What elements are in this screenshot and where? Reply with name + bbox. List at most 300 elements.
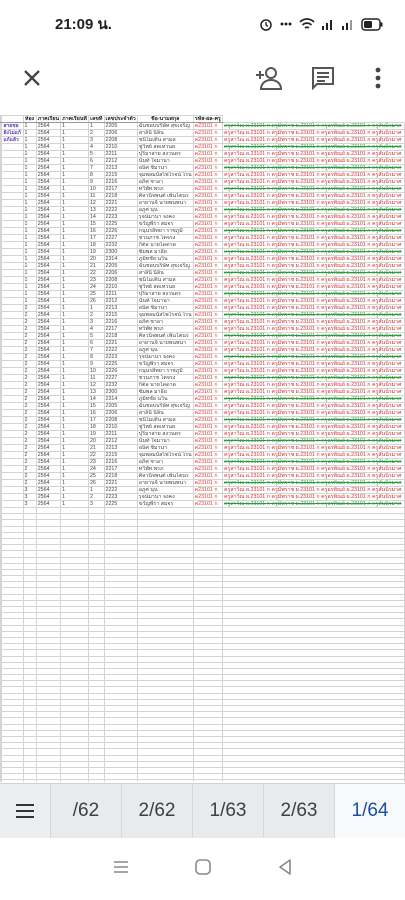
code-cell[interactable]: ค23101 ก — [193, 270, 222, 277]
side-label[interactable] — [2, 165, 23, 172]
number-cell[interactable]: 6 — [88, 158, 104, 165]
side-label[interactable] — [2, 144, 23, 151]
student-id-cell[interactable]: 2216 — [104, 179, 137, 186]
code-cell[interactable]: ค23101 ก — [193, 466, 222, 473]
room-cell[interactable]: 2 — [23, 361, 36, 368]
room-cell[interactable]: 3 — [23, 501, 36, 508]
student-id-cell[interactable]: 2218 — [104, 473, 137, 480]
term-cell[interactable]: 1 — [61, 375, 89, 382]
room-cell[interactable]: 1 — [23, 284, 36, 291]
student-name-cell[interactable]: ฉันชอบบริษัท สุขเจริญ — [137, 263, 193, 270]
student-id-cell[interactable]: 2217 — [104, 326, 137, 333]
number-cell[interactable]: 1 — [88, 305, 104, 312]
code-cell[interactable]: ค23101 ก — [193, 186, 222, 193]
student-name-cell[interactable]: ฉันชอบบริษัท สุขเจริญ — [137, 403, 193, 410]
term-cell[interactable]: 1 — [61, 144, 89, 151]
recent-apps-button[interactable] — [112, 860, 130, 879]
student-id-cell[interactable]: 2213 — [104, 165, 137, 172]
student-name-cell[interactable]: ปุริมาสาย สงวนดร — [137, 151, 193, 158]
code-cell[interactable]: ค23101 ก — [193, 340, 222, 347]
code-cell[interactable]: ค23101 ก — [193, 207, 222, 214]
room-cell[interactable]: 1 — [23, 277, 36, 284]
column-header[interactable]: ห้อง — [24, 116, 35, 122]
student-id-cell[interactable]: 2217 — [104, 466, 137, 473]
year-cell[interactable]: 2564 — [36, 319, 60, 326]
year-cell[interactable]: 2564 — [36, 494, 60, 501]
number-cell[interactable]: 3 — [88, 501, 104, 508]
side-label[interactable] — [2, 452, 23, 459]
code-cell[interactable]: ค23101 ก — [193, 221, 222, 228]
student-name-cell[interactable]: อภูศ นุน — [137, 487, 193, 494]
column-header[interactable]: รหัส-ผล-ครู — [194, 116, 221, 122]
side-label[interactable] — [2, 277, 23, 284]
student-name-cell[interactable]: ชวนภาช โตจรง — [137, 375, 193, 382]
term-cell[interactable]: 1 — [61, 158, 89, 165]
number-cell[interactable]: 17 — [88, 235, 104, 242]
student-id-cell[interactable]: 2208 — [104, 137, 137, 144]
student-name-cell[interactable]: สาลินี นิลิน — [137, 410, 193, 417]
year-cell[interactable]: 2564 — [36, 165, 60, 172]
side-label[interactable] — [2, 263, 23, 270]
year-cell[interactable]: 2564 — [36, 473, 60, 480]
result-cell[interactable]: ครูสาวิณ ผ.23101 ก ครูมีพราช ผ.23101 ก ครูอรทิณย์ ผ.23101 ก ครูสันนิรมาศ — [222, 298, 404, 305]
code-cell[interactable]: ค23101 ก — [193, 284, 222, 291]
number-cell[interactable]: 5 — [88, 151, 104, 158]
side-label[interactable] — [2, 256, 23, 263]
year-cell[interactable]: 2564 — [36, 193, 60, 200]
result-cell[interactable]: ครูสาวิณ ผ.23101 ก ครูมีพราช ผ.23101 ก ครูอรทิณย์ ผ.23101 ก ครูสันนิรมาศ — [222, 424, 404, 431]
student-name-cell[interactable]: นันท์ ใจมานา — [137, 438, 193, 445]
room-cell[interactable]: 2 — [23, 368, 36, 375]
result-cell[interactable]: ครูสาวิณ ผ.23101 ก ครูมีพราช ผ.23101 ก ครูอรทิณย์ ผ.23101 ก ครูสันนิรมาศ — [222, 284, 404, 291]
term-cell[interactable]: 1 — [61, 235, 89, 242]
side-label[interactable] — [2, 291, 23, 298]
grid-cell[interactable] — [2, 116, 23, 123]
number-cell[interactable]: 24 — [88, 466, 104, 473]
number-cell[interactable]: 10 — [88, 368, 104, 375]
term-cell[interactable]: 1 — [61, 186, 89, 193]
student-id-cell[interactable]: 2215 — [104, 312, 137, 319]
grid-cell[interactable] — [222, 780, 404, 782]
term-cell[interactable]: 1 — [61, 417, 89, 424]
year-cell[interactable]: 2564 — [36, 431, 60, 438]
code-cell[interactable]: ค23101 ก — [193, 487, 222, 494]
term-cell[interactable]: 1 — [61, 214, 89, 221]
number-cell[interactable]: 21 — [88, 445, 104, 452]
side-label[interactable] — [2, 179, 23, 186]
student-name-cell[interactable]: ปุริมาสาย สงวนดร — [137, 291, 193, 298]
side-label[interactable] — [2, 438, 23, 445]
code-cell[interactable]: ค23101 ก — [193, 319, 222, 326]
term-cell[interactable]: 1 — [61, 242, 89, 249]
number-cell[interactable]: 15 — [88, 221, 104, 228]
student-name-cell[interactable]: ชนิโมเติน สามล — [137, 277, 193, 284]
student-name-cell[interactable]: กนุนรสิทยา ราชภูมิ — [137, 368, 193, 375]
year-cell[interactable]: 2564 — [36, 445, 60, 452]
side-label[interactable] — [2, 487, 23, 494]
student-id-cell[interactable]: 2232 — [104, 242, 137, 249]
room-cell[interactable]: 1 — [23, 228, 36, 235]
room-cell[interactable]: 1 — [23, 207, 36, 214]
result-cell[interactable]: ครูสาวิณ ผ.23101 ก ครูมีพราช ผ.23101 ก ครูอรทิณย์ ผ.23101 ก ครูสันนิรมาศ — [222, 242, 404, 249]
room-cell[interactable]: 2 — [23, 403, 36, 410]
result-cell[interactable]: ครูสาวิณ ผ.23101 ก ครูมีพราช ผ.23101 ก ครูอรทิณย์ ผ.23101 ก ครูสันนิรมาศ — [222, 487, 404, 494]
term-cell[interactable]: 1 — [61, 333, 89, 340]
student-id-cell[interactable]: 2225 — [104, 361, 137, 368]
student-id-cell[interactable]: 2216 — [104, 319, 137, 326]
room-cell[interactable]: 2 — [23, 473, 36, 480]
code-cell[interactable]: ค23101 ก — [193, 312, 222, 319]
side-label[interactable] — [2, 186, 23, 193]
student-name-cell[interactable]: ชวนภาช โตจรง — [137, 235, 193, 242]
year-cell[interactable]: 2564 — [36, 123, 60, 130]
grid-cell[interactable] — [88, 780, 104, 782]
student-name-cell[interactable]: รุจน์มานา จงคง — [137, 494, 193, 501]
year-cell[interactable]: 2564 — [36, 214, 60, 221]
year-cell[interactable]: 2564 — [36, 438, 60, 445]
year-cell[interactable]: 2564 — [36, 375, 60, 382]
home-button[interactable] — [194, 858, 212, 881]
code-cell[interactable]: ค23101 ก — [193, 179, 222, 186]
student-name-cell[interactable]: ชูวิทย์ สดเทวนย — [137, 144, 193, 151]
result-cell[interactable]: ครูสาวิณ ผ.23101 ก ครูมีพราช ผ.23101 ก ครูอรทิณย์ ผ.23101 ก ครูสันนิรมาศ — [222, 172, 404, 179]
term-cell[interactable]: 1 — [61, 445, 89, 452]
code-cell[interactable]: ค23101 ก — [193, 123, 222, 130]
side-label[interactable] — [2, 200, 23, 207]
student-id-cell[interactable]: 2222 — [104, 207, 137, 214]
year-cell[interactable]: 2564 — [36, 277, 60, 284]
result-cell[interactable]: ครูสาวิณ ผ.23101 ก ครูมีพราช ผ.23101 ก ครูอรทิณย์ ผ.23101 ก ครูสันนิรมาศ — [222, 151, 404, 158]
year-cell[interactable]: 2564 — [36, 291, 60, 298]
year-cell[interactable]: 2564 — [36, 228, 60, 235]
room-cell[interactable]: 1 — [23, 298, 36, 305]
student-id-cell[interactable]: 2205 — [104, 123, 137, 130]
result-cell[interactable]: ครูสาวิณ ผ.23101 ก ครูมีพราช ผ.23101 ก ครูอรทิณย์ ผ.23101 ก ครูสันนิรมาศ — [222, 473, 404, 480]
code-cell[interactable]: ค23101 ก — [193, 473, 222, 480]
number-cell[interactable]: 18 — [88, 424, 104, 431]
number-cell[interactable]: 4 — [88, 326, 104, 333]
term-cell[interactable]: 1 — [61, 396, 89, 403]
code-cell[interactable]: ค23101 ก — [193, 389, 222, 396]
year-cell[interactable]: 2564 — [36, 249, 60, 256]
code-cell[interactable]: ค23101 ก — [193, 165, 222, 172]
code-cell[interactable]: ค23101 ก — [193, 494, 222, 501]
side-label[interactable] — [2, 221, 23, 228]
result-cell[interactable]: ครูสาวิณ ผ.23101 ก ครูมีพราช ผ.23101 ก ครูอรทิณย์ ผ.23101 ก ครูสันนิรมาศ — [222, 501, 404, 508]
side-label[interactable] — [2, 172, 23, 179]
code-cell[interactable]: ค23101 ก — [193, 396, 222, 403]
result-cell[interactable]: ครูสาวิณ ผ.23101 ก ครูมีพราช ผ.23101 ก ครูอรทิณย์ ผ.23101 ก ครูสันนิรมาศ — [222, 466, 404, 473]
student-name-cell[interactable]: อภิศ ชาอา — [137, 179, 193, 186]
student-id-cell[interactable]: 2300 — [104, 249, 137, 256]
code-cell[interactable]: ค23101 ก — [193, 214, 222, 221]
column-header[interactable]: ชื่อ-นามสกุล — [137, 116, 193, 123]
code-cell[interactable]: ค23101 ก — [193, 452, 222, 459]
number-cell[interactable]: 22 — [88, 452, 104, 459]
room-cell[interactable]: 3 — [23, 487, 36, 494]
result-cell[interactable]: ครูสาวิณ ผ.23101 ก ครูมีพราช ผ.23101 ก ครูอรทิณย์ ผ.23101 ก ครูสันนิรมาศ — [222, 354, 404, 361]
student-name-cell[interactable]: ทวิพัท พรภ — [137, 326, 193, 333]
room-cell[interactable]: 1 — [23, 200, 36, 207]
result-cell[interactable]: ครูสาวิณ ผ.23101 ก ครูมีพราช ผ.23101 ก ครูอรทิณย์ ผ.23101 ก ครูสันนิรมาศ — [222, 291, 404, 298]
student-id-cell[interactable]: 2218 — [104, 193, 137, 200]
result-cell[interactable]: ครูสาวิณ ผ.23101 ก ครูมีพราช ผ.23101 ก ครูอรทิณย์ ผ.23101 ก ครูสันนิรมาศ — [222, 130, 404, 137]
code-cell[interactable]: ค23101 ก — [193, 368, 222, 375]
term-cell[interactable]: 1 — [61, 284, 89, 291]
term-cell[interactable]: 1 — [61, 137, 89, 144]
number-cell[interactable]: 24 — [88, 284, 104, 291]
term-cell[interactable]: 1 — [61, 165, 89, 172]
year-cell[interactable]: 2564 — [36, 158, 60, 165]
number-cell[interactable]: 11 — [88, 193, 104, 200]
student-id-cell[interactable]: 2211 — [104, 151, 137, 158]
room-cell[interactable]: 2 — [23, 480, 36, 487]
side-label[interactable] — [2, 312, 23, 319]
room-cell[interactable]: 1 — [23, 172, 36, 179]
number-cell[interactable]: 9 — [88, 179, 104, 186]
result-cell[interactable]: ครูสาวิณ ผ.23101 ก ครูมีพราช ผ.23101 ก ครูอรทิณย์ ผ.23101 ก ครูสันนิรมาศ — [222, 340, 404, 347]
code-cell[interactable]: ค23101 ก — [193, 438, 222, 445]
student-id-cell[interactable]: 2210 — [104, 144, 137, 151]
student-id-cell[interactable]: 2206 — [104, 130, 137, 137]
year-cell[interactable]: 2564 — [36, 305, 60, 312]
result-cell[interactable]: ครูสาวิณ ผ.23101 ก ครูมีพราช ผ.23101 ก ครูอรทิณย์ ผ.23101 ก ครูสันนิรมาศ — [222, 382, 404, 389]
room-cell[interactable]: 1 — [23, 123, 36, 130]
side-label[interactable] — [2, 473, 23, 480]
student-id-cell[interactable]: 2208 — [104, 417, 137, 424]
side-label[interactable] — [2, 284, 23, 291]
code-cell[interactable]: ค23101 ก — [193, 333, 222, 340]
student-name-cell[interactable]: กิต์ล นายโดดาด — [137, 242, 193, 249]
number-cell[interactable]: 15 — [88, 403, 104, 410]
year-cell[interactable]: 2564 — [36, 270, 60, 277]
student-id-cell[interactable]: 2211 — [104, 291, 137, 298]
sheet-menu-button[interactable] — [0, 784, 50, 838]
year-cell[interactable]: 2564 — [36, 424, 60, 431]
student-name-cell[interactable]: ชนิโมเติน สามล — [137, 417, 193, 424]
result-cell[interactable]: ครูสาวิณ ผ.23101 ก ครูมีพราช ผ.23101 ก ครูอรทิณย์ ผ.23101 ก ครูสันนิรมาศ — [222, 452, 404, 459]
result-cell[interactable]: ครูสาวิณ ผ.23101 ก ครูมีพราช ผ.23101 ก ครูอรทิณย์ ผ.23101 ก ครูสันนิรมาศ — [222, 270, 404, 277]
year-cell[interactable]: 2564 — [36, 340, 60, 347]
code-cell[interactable]: ค23101 ก — [193, 137, 222, 144]
student-id-cell[interactable]: 2211 — [104, 431, 137, 438]
side-label[interactable] — [2, 459, 23, 466]
year-cell[interactable]: 2564 — [36, 298, 60, 305]
student-name-cell[interactable]: ศิลวนิจพนต์ เพ็นโตนร — [137, 333, 193, 340]
result-cell[interactable]: ครูสาวิณ ผ.23101 ก ครูมีพราช ผ.23101 ก ครูอรทิณย์ ผ.23101 ก ครูสันนิรมาศ — [222, 123, 404, 130]
room-cell[interactable]: 1 — [23, 193, 36, 200]
side-label[interactable] — [2, 235, 23, 242]
number-cell[interactable]: 20 — [88, 256, 104, 263]
side-label[interactable] — [2, 780, 23, 782]
student-id-cell[interactable]: 2215 — [104, 452, 137, 459]
number-cell[interactable]: 20 — [88, 438, 104, 445]
student-id-cell[interactable]: 2218 — [104, 333, 137, 340]
term-cell[interactable]: 1 — [61, 172, 89, 179]
side-label[interactable] — [2, 193, 23, 200]
year-cell[interactable]: 2564 — [36, 130, 60, 137]
room-cell[interactable]: 1 — [23, 158, 36, 165]
term-cell[interactable]: 1 — [61, 221, 89, 228]
year-cell[interactable]: 2564 — [36, 361, 60, 368]
room-cell[interactable]: 2 — [23, 417, 36, 424]
result-cell[interactable]: ครูสาวิณ ผ.23101 ก ครูมีพราช ผ.23101 ก ครูอรทิณย์ ผ.23101 ก ครูสันนิรมาศ — [222, 235, 404, 242]
room-cell[interactable]: 1 — [23, 235, 36, 242]
side-label[interactable] — [2, 480, 23, 487]
code-cell[interactable]: ค23101 ก — [193, 151, 222, 158]
room-cell[interactable]: 2 — [23, 459, 36, 466]
more-options-button[interactable] — [360, 60, 396, 96]
result-cell[interactable]: ครูสาวิณ ผ.23101 ก ครูมีพราช ผ.23101 ก ครูอรทิณย์ ผ.23101 ก ครูสันนิรมาศ — [222, 389, 404, 396]
code-cell[interactable]: ค23101 ก — [193, 431, 222, 438]
side-label[interactable]: สายชอ — [2, 123, 23, 130]
side-label[interactable] — [2, 466, 23, 473]
room-cell[interactable]: 2 — [23, 466, 36, 473]
room-cell[interactable]: 1 — [23, 186, 36, 193]
side-label[interactable] — [2, 403, 23, 410]
side-label[interactable] — [2, 445, 23, 452]
code-cell[interactable]: ค23101 ก — [193, 326, 222, 333]
student-id-cell[interactable]: 2212 — [104, 158, 137, 165]
year-cell[interactable]: 2564 — [36, 333, 60, 340]
side-label[interactable] — [2, 228, 23, 235]
student-id-cell[interactable]: 2213 — [104, 305, 137, 312]
number-cell[interactable]: 26 — [88, 298, 104, 305]
year-cell[interactable]: 2564 — [36, 466, 60, 473]
code-cell[interactable]: ค23101 ก — [193, 361, 222, 368]
room-cell[interactable]: 2 — [23, 382, 36, 389]
code-cell[interactable]: ค23101 ก — [193, 144, 222, 151]
number-cell[interactable]: 25 — [88, 291, 104, 298]
tab-3[interactable]: 2/63 — [263, 784, 334, 838]
student-name-cell[interactable]: อภูศ นุน — [137, 347, 193, 354]
room-cell[interactable]: 2 — [23, 326, 36, 333]
student-id-cell[interactable]: 2222 — [104, 487, 137, 494]
result-cell[interactable]: ครูสาวิณ ผ.23101 ก ครูมีพราช ผ.23101 ก ครูอรทิณย์ ผ.23101 ก ครูสันนิรมาศ — [222, 256, 404, 263]
student-id-cell[interactable]: 2223 — [104, 354, 137, 361]
student-id-cell[interactable]: 2210 — [104, 424, 137, 431]
term-cell[interactable]: 1 — [61, 459, 89, 466]
student-name-cell[interactable]: นันท์ ใจมานา — [137, 298, 193, 305]
grid-cell[interactable] — [193, 780, 222, 782]
student-id-cell[interactable]: 2221 — [104, 340, 137, 347]
result-cell[interactable]: ครูสาวิณ ผ.23101 ก ครูมีพราช ผ.23101 ก ครูอรทิณย์ ผ.23101 ก ครูสันนิรมาศ — [222, 186, 404, 193]
student-name-cell[interactable]: ศิลวนิจพนต์ เพ็นโตนร — [137, 193, 193, 200]
side-label[interactable] — [2, 242, 23, 249]
side-label[interactable] — [2, 151, 23, 158]
result-cell[interactable]: ครูสาวิณ ผ.23101 ก ครูมีพราช ผ.23101 ก ครูอรทิณย์ ผ.23101 ก ครูสันนิรมาศ — [222, 396, 404, 403]
room-cell[interactable]: 1 — [23, 263, 36, 270]
student-id-cell[interactable]: 2225 — [104, 221, 137, 228]
term-cell[interactable]: 1 — [61, 480, 89, 487]
result-cell[interactable]: ครูสาวิณ ผ.23101 ก ครูมีพราช ผ.23101 ก ครูอรทิณย์ ผ.23101 ก ครูสันนิรมาศ — [222, 494, 404, 501]
number-cell[interactable]: 3 — [88, 319, 104, 326]
room-cell[interactable]: 2 — [23, 445, 36, 452]
column-header[interactable]: ภาคเรียน — [37, 116, 60, 122]
student-id-cell[interactable]: 2223 — [104, 494, 137, 501]
room-cell[interactable]: 1 — [23, 256, 36, 263]
number-cell[interactable]: 2 — [88, 130, 104, 137]
student-name-cell[interactable]: ขวัญพิรา สมจร — [137, 361, 193, 368]
back-button[interactable] — [277, 858, 293, 881]
result-cell[interactable]: ครูสาวิณ ผ.23101 ก ครูมีพราช ผ.23101 ก ครูอรทิณย์ ผ.23101 ก ครูสันนิรมาศ — [222, 179, 404, 186]
result-cell[interactable]: ครูสาวิณ ผ.23101 ก ครูมีพราช ผ.23101 ก ครูอรทิณย์ ผ.23101 ก ครูสันนิรมาศ — [222, 375, 404, 382]
term-cell[interactable]: 1 — [61, 347, 89, 354]
student-name-cell[interactable]: รุจน์มานา จงคง — [137, 214, 193, 221]
student-name-cell[interactable]: นันท์ ใจมานา — [137, 158, 193, 165]
grid-cell[interactable] — [137, 780, 193, 782]
result-cell[interactable]: ครูสาวิณ ผ.23101 ก ครูมีพราช ผ.23101 ก ครูอรทิณย์ ผ.23101 ก ครูสันนิรมาศ — [222, 347, 404, 354]
room-cell[interactable]: 2 — [23, 347, 36, 354]
number-cell[interactable]: 14 — [88, 396, 104, 403]
side-label[interactable] — [2, 319, 23, 326]
code-cell[interactable]: ค23101 ก — [193, 249, 222, 256]
year-cell[interactable]: 2564 — [36, 172, 60, 179]
side-label[interactable] — [2, 333, 23, 340]
student-name-cell[interactable]: ชนิโมเติน สามล — [137, 137, 193, 144]
result-cell[interactable]: ครูสาวิณ ผ.23101 ก ครูมีพราช ผ.23101 ก ครูอรทิณย์ ผ.23101 ก ครูสันนิรมาศ — [222, 319, 404, 326]
number-cell[interactable]: 1 — [88, 123, 104, 130]
student-id-cell[interactable]: 2226 — [104, 228, 137, 235]
room-cell[interactable]: 2 — [23, 354, 36, 361]
student-name-cell[interactable]: อนิศ ชิมานา — [137, 445, 193, 452]
year-cell[interactable]: 2564 — [36, 347, 60, 354]
student-name-cell[interactable]: อภิศ ชาอา — [137, 319, 193, 326]
student-name-cell[interactable]: ซิมพล มาอีย — [137, 389, 193, 396]
term-cell[interactable]: 1 — [61, 424, 89, 431]
student-id-cell[interactable]: 2212 — [104, 438, 137, 445]
result-cell[interactable]: ครูสาวิณ ผ.23101 ก ครูมีพราช ผ.23101 ก ครูอรทิณย์ ผ.23101 ก ครูสันนิรมาศ — [222, 438, 404, 445]
term-cell[interactable]: 1 — [61, 354, 89, 361]
year-cell[interactable]: 2564 — [36, 221, 60, 228]
student-id-cell[interactable]: 2232 — [104, 382, 137, 389]
student-name-cell[interactable]: ชูวิทย์ สดเทวนย — [137, 284, 193, 291]
term-cell[interactable]: 1 — [61, 466, 89, 473]
term-cell[interactable]: 1 — [61, 319, 89, 326]
student-id-cell[interactable]: 2222 — [104, 347, 137, 354]
room-cell[interactable]: 2 — [23, 438, 36, 445]
year-cell[interactable]: 2564 — [36, 459, 60, 466]
number-cell[interactable]: 23 — [88, 459, 104, 466]
student-name-cell[interactable]: ภูมิทชัย นวิน — [137, 396, 193, 403]
grid-cell[interactable] — [23, 780, 36, 782]
side-label[interactable] — [2, 368, 23, 375]
student-name-cell[interactable]: สาลินี นิลิน — [137, 130, 193, 137]
student-name-cell[interactable]: อายานจี นายพนพนา — [137, 200, 193, 207]
side-label[interactable] — [2, 382, 23, 389]
student-name-cell[interactable]: ฉันชอบบริษัท สุขเจริญ — [137, 123, 193, 130]
student-id-cell[interactable]: 2213 — [104, 445, 137, 452]
side-label[interactable] — [2, 431, 23, 438]
code-cell[interactable]: ค23101 ก — [193, 263, 222, 270]
number-cell[interactable]: 14 — [88, 214, 104, 221]
room-cell[interactable]: 2 — [23, 389, 36, 396]
code-cell[interactable]: ค23101 ก — [193, 375, 222, 382]
number-cell[interactable]: 13 — [88, 389, 104, 396]
year-cell[interactable]: 2564 — [36, 382, 60, 389]
year-cell[interactable]: 2564 — [36, 452, 60, 459]
room-cell[interactable]: 2 — [23, 333, 36, 340]
term-cell[interactable]: 1 — [61, 123, 89, 130]
result-cell[interactable]: ครูสาวิณ ผ.23101 ก ครูมีพราช ผ.23101 ก ครูอรทิณย์ ผ.23101 ก ครูสันนิรมาศ — [222, 137, 404, 144]
student-name-cell[interactable]: อนิศ ชิมานา — [137, 305, 193, 312]
year-cell[interactable]: 2564 — [36, 200, 60, 207]
result-cell[interactable]: ครูสาวิณ ผ.23101 ก ครูมีพราช ผ.23101 ก ครูอรทิณย์ ผ.23101 ก ครูสันนิรมาศ — [222, 326, 404, 333]
side-label[interactable] — [2, 249, 23, 256]
year-cell[interactable]: 2564 — [36, 144, 60, 151]
room-cell[interactable]: 1 — [23, 291, 36, 298]
column-header[interactable]: ภาคเรียนที่ — [62, 116, 87, 122]
